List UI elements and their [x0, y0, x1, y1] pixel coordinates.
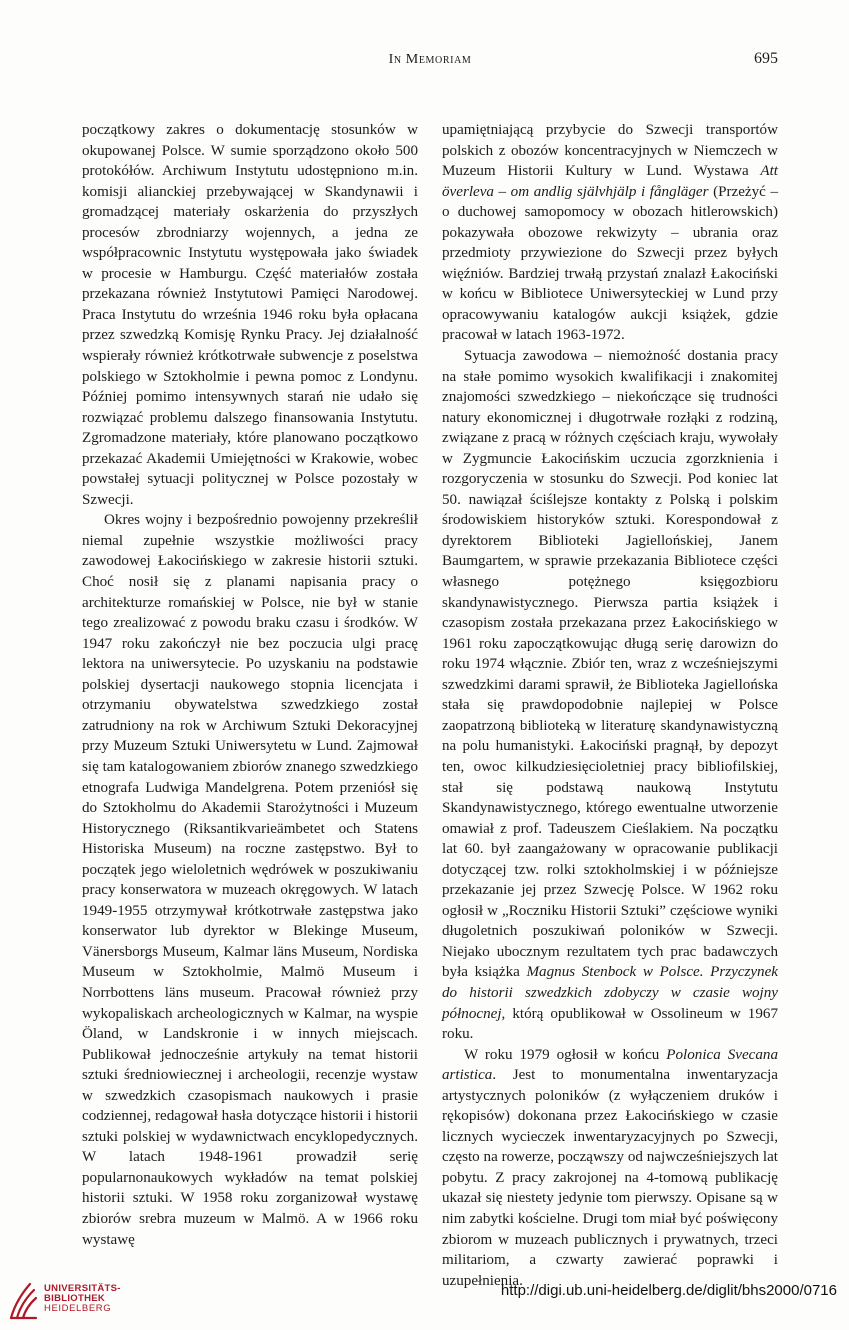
text-run: W roku 1979 ogłosił w końcu	[464, 1046, 667, 1063]
paragraph: początkowy zakres o dokumentację stosunków w okupowanej Polsce. W sumie sporządzono około 500 protokółów. Archiwum Instytutu udostępniono m.in. komisji alianckiej przebywającej w Skandynawii i gromadzącej materiały oskarżenia do przyszłych procesów zbrodniarzy wojennych, a jedna ze współpracownic Instytutu występowała jako świadek w procesie w Hamburgu. Część materiałów została przekazana również Instytutowi Pamięci Narodowej. Praca Instytutu do września 1946 roku była opłacana przez szwedzką Komisję Rynku Pracy. Jej działalność wspierały również krótkotrwałe subwencje z poselstwa polskiego w Sztokholmie i pewna pomoc z Londynu. Później pomimo intensywnych starań nie udało się rozwiązać problemu dalszego finansowania Instytutu. Zgromadzone materiały, które planowano początkowo przekazać Akademii Umiejętności w Krakowie, wobec powstałej sytuacji politycznej w Polsce pozostały w Szwecji.	[82, 122, 418, 508]
left-column	[82, 120, 418, 1250]
logo-line: UNIVERSITÄTS-	[44, 1283, 121, 1294]
exhibition-title: Att överleva – om andlig självhjälp i fångläger	[442, 163, 778, 200]
page-number: 695	[754, 50, 778, 67]
text-run: . Jest to monumentalna inwentaryzacja artystycznych poloników (z wyłączeniem druków i rękopisów) dokonana przez Łakocińskiego w czasie licznych wycieczek inwentaryzacyjnych po Szwecji, często na rowerze, począwszy od najwcześniejszych lat pobytu. Z pracy zakrojonej na 4-tomową publikację ukazał się niestety jedynie tom pierwszy. Opisane są w nim zabytki kościelne. Drugi tom miał być poświęcony zbiorom w muzeach publicznych i prywatnych, trzeci militariom, a czwarty zawierać poprawki i uzupełnienia.	[442, 1067, 778, 1289]
library-logo-text	[44, 1284, 121, 1314]
running-header	[82, 50, 778, 72]
text-run: upamiętniającą przybycie do Szwecji transportów polskich z obozów koncentracyjnych w Niemczech w Muzeum Historii Kultury w Lund. Wystawa	[442, 122, 778, 180]
text-run: Sytuacja zawodowa – niemożność dostania pracy na stałe pomimo wysokich kwalifikacji i znakomitej znajomości szwedzkiego – niekończące się trudności natury ekonomicznej i długotrwałe rozłąki z rodziną, związane z pracą w różnych częściach kraju, wywołały w Zygmuncie Łakocińskim uczucia zgorzknienia i rozgoryczenia w stosunku do Szwecji. Pod koniec lat 50. nawiązał ściślejsze kontakty z Polską i polskim środowiskiem historyków sztuki. Korespondował z dyrektorem Biblioteki Jagiellońskiej, Janem Baumgartem, w sprawie przekazania Bibliotece części własnego potężnego księgozbioru skandynawistycznego. Pierwsza partia książek i czasopism została przekazana przez Łakocińskiego w 1961 roku zapoczątkowując długą serię darowizn do roku 1974 włącznie. Zbiór ten, wraz z wcześniejszymi szwedzkimi darami sprawił, że Biblioteka Jagiellońska stała się prawdopodobnie najlepiej w Polsce zaopatrzoną biblioteką w literaturę skandynawistyczną na polu humanistyki. Łakociński pragnął, by depozyt ten, owoc kilkudziesięcioletniej pracy bibliofilskiej, stał się podstawą naukową Instytutu Skandynawistycznego, którego ewentualne utworzenie omawiał z prof. Tadeuszem Cieślakiem. Na początku lat 60. był zaangażowany w opracowanie publikacji dotyczącej tzw. rolki sztokholmskiej i w późniejsze przekazanie jej przez Szwecję Polsce. W 1962 roku ogłosił w „Roczniku Historii Sztuki” częściowe wyniki długoletnich poszukiwań poloników w Szwecji. Niejako ubocznym rezultatem tych prac badawczych była książka	[442, 348, 778, 981]
source-url-link[interactable]: http://digi.ub.uni-heidelberg.de/diglit/bhs2000/0716	[500, 1282, 837, 1299]
book-title: Magnus Stenbock w Polsce. Przyczynek do historii szwedzkich zdobyczy w czasie wojny północnej	[442, 964, 779, 1022]
paragraph	[442, 346, 778, 1045]
digitization-footer	[0, 1270, 849, 1330]
library-logo-icon	[8, 1278, 38, 1320]
running-title: In Memoriam	[388, 52, 472, 67]
paragraph: Okres wojny i bezpośrednio powojenny przekreślił niemal zupełnie wszystkie możliwości pracy zawodowej Łakocińskiego w zakresie historii sztuki. Choć nosił się z planami napisania pracy o architekturze romańskiej w Polsce, nie był w stanie tego zrealizować z powodu braku czasu i środków. W 1947 roku zakończył nie bez poczucia ulgi pracę lektora na uniwersytecie. Po uzyskaniu na podstawie polskiej dysertacji naukowego stopnia licencjata i otrzymaniu obywatelstwa szwedzkiego został zatrudniony na rok w Archiwum Sztuki Dekoracyjnej przy Muzeum Sztuki Uniwersytetu w Lund. Zajmował się tam katalogowaniem zbiorów znanego szwedzkiego etnografa Ludwiga Mandelgrena. Potem przeniósł się do Sztokholmu do Akademii Starożytności i Muzeum Historycznego (Riksantikvarieämbetet och Statens Historiska Museum) na roczne zastępstwo. Był to początek jego wieloletnich wędrówek w poszukiwaniu pracy konserwatora w muzeach okręgowych. W latach 1949-1955 otrzymywał krótkotrwałe zastępstwa jako konserwator lub dyrektor w Blekinge Museum, Vänersborgs Museum, Kalmar läns Museum, Nordiska Museum w Sztokholmie, Malmö Museum i Norrbottens läns museum. Pracował również przy wykopaliskach archeologicznych w Kalmar, na wyspie Öland, w Landskronie i w innych miejscach. Publikował jednocześnie artykuły na temat historii sztuki średniowiecznej i archeologii, recenzje wystaw w szwedzkich czasopismach naukowych i prasie codziennej, redagował hasła dotyczące historii i historii sztuki polskiej w wydawnictwach encyklopedycznych. W latach 1948-1961 prowadził serię popularnonaukowych wykładów na temat polskiej historii sztuki. W 1958 roku zorganizował wystawę zbiorów srebra muzeum w Malmö. A w 1966 roku wystawę	[82, 512, 418, 1248]
logo-line: BIBLIOTHEK	[44, 1293, 106, 1304]
text-run: , którą opublikował w Ossolineum w 1967 roku.	[442, 1005, 778, 1043]
logo-line: HEIDELBERG	[44, 1303, 112, 1314]
right-column	[442, 120, 778, 1291]
paragraph	[442, 120, 778, 346]
text-run: (Przeżyć – o duchowej samopomocy w obozach hitlerowskich) pokazywała obozowe rekwizyty – ubrania oraz przedmioty przywiezione do Szwecji przez byłych więźniów. Bardziej trwałą przystań znalazł Łakociński w końcu w Bibliotece Uniwersyteckiej w Lund przy opracowywaniu katalogów aukcji książek, gdzie pracował w latach 1963-1972.	[442, 183, 778, 344]
paragraph	[442, 1045, 778, 1292]
book-title: Polonica Svecana artistica	[442, 1046, 778, 1084]
